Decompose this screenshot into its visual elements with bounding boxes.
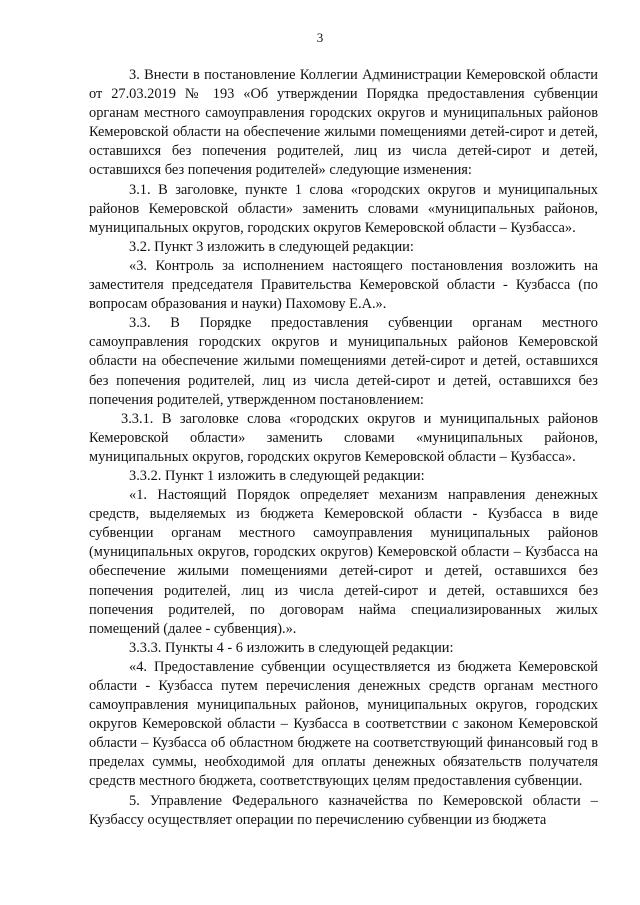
paragraph-3-3-2-quote: «1. Настоящий Порядок определяет механизм направления денежных средств, выделяемых из бюджета Кемеровской области - Кузбасса в виде субвенции органам местного самоуправления муниципальных районов (муниципальных округов, городских округов) Кемеровской области – Кузбасса на обеспечение жилыми помещениями детей-сирот и детей, оставшихся без попечения родителей, лиц из числа детей-сирот и детей, оставшихся без попечения родителей, по договорам найма специализированных жилых помещений (далее - субвенция).». — [89, 487, 598, 637]
paragraph-3-3-3: 3.3.3. Пункты 4 - 6 изложить в следующей редакции: — [129, 639, 454, 656]
paragraph-3-3: 3.3. В Порядке предоставления субвенции органам местного самоуправления городских округов и муниципальных районов Кемеровской области на обеспечение жилыми помещениями детей-сирот и детей, оставшихся без попечения родителей, лиц из числа детей-сирот и детей, оставшихся без попечения родителей, утвержденном постановлением: — [89, 315, 598, 408]
page-number: 3 — [316, 30, 324, 45]
paragraph-3-3-1: 3.3.1. В заголовке слова «городских округов и муниципальных районов Кемеровской области» заменить словами «муниципальных районов, муниципальных округов, городских округов Кемеровской области – Кузбасса». — [89, 410, 598, 465]
document-body — [89, 66, 598, 830]
paragraph-3-3-3-quote: «4. Предоставление субвенции осуществляется из бюджета Кемеровской области - Кузбасса путем перечисления денежных средств органам местного самоуправления муниципальных районов, муниципальных округов, городских округов Кемеровской области – Кузбасса в соответствии с законом Кемеровской области – Кузбасса об областном бюджете на соответствующий финансовый год в пределах суммы, необходимой для оплаты денежных обязательств получателя средств местного бюджета, соответствующих целям предоставления субвенции. — [89, 658, 598, 790]
paragraph-3: 3. Внести в постановление Коллегии Администрации Кемеровской области от 27.03.2019 № 193 «Об утверждении Порядка предоставления субвенции органам местного самоуправления городских округов и муниципальных районов Кемеровской области на обеспечение жилыми помещениями детей-сирот и детей, оставшихся без попечения родителей, лиц из числа детей-сирот и детей, оставшихся без попечения родителей» следующие изменения: — [89, 67, 598, 179]
paragraph-3-2-quote: «3. Контроль за исполнением настоящего постановления возложить на заместителя председателя Правительства Кемеровской области - Кузбасса (по вопросам образования и науки) Пахомову Е.А.». — [89, 257, 598, 313]
paragraph-3-1: 3.1. В заголовке, пункте 1 слова «городских округов и муниципальных районов Кемеровской области» заменить словами «муниципальных районов, муниципальных округов, городских округов Кемеровской области – Кузбасса». — [89, 181, 598, 236]
paragraph-3-3-2: 3.3.2. Пункт 1 изложить в следующей редакции: — [129, 467, 425, 484]
paragraph-3-2: 3.2. Пункт 3 изложить в следующей редакции: — [129, 238, 414, 255]
paragraph-5: 5. Управление Федерального казначейства по Кемеровской области – Кузбассу осуществляет операции по перечислению субвенции из бюджета — [89, 792, 598, 828]
